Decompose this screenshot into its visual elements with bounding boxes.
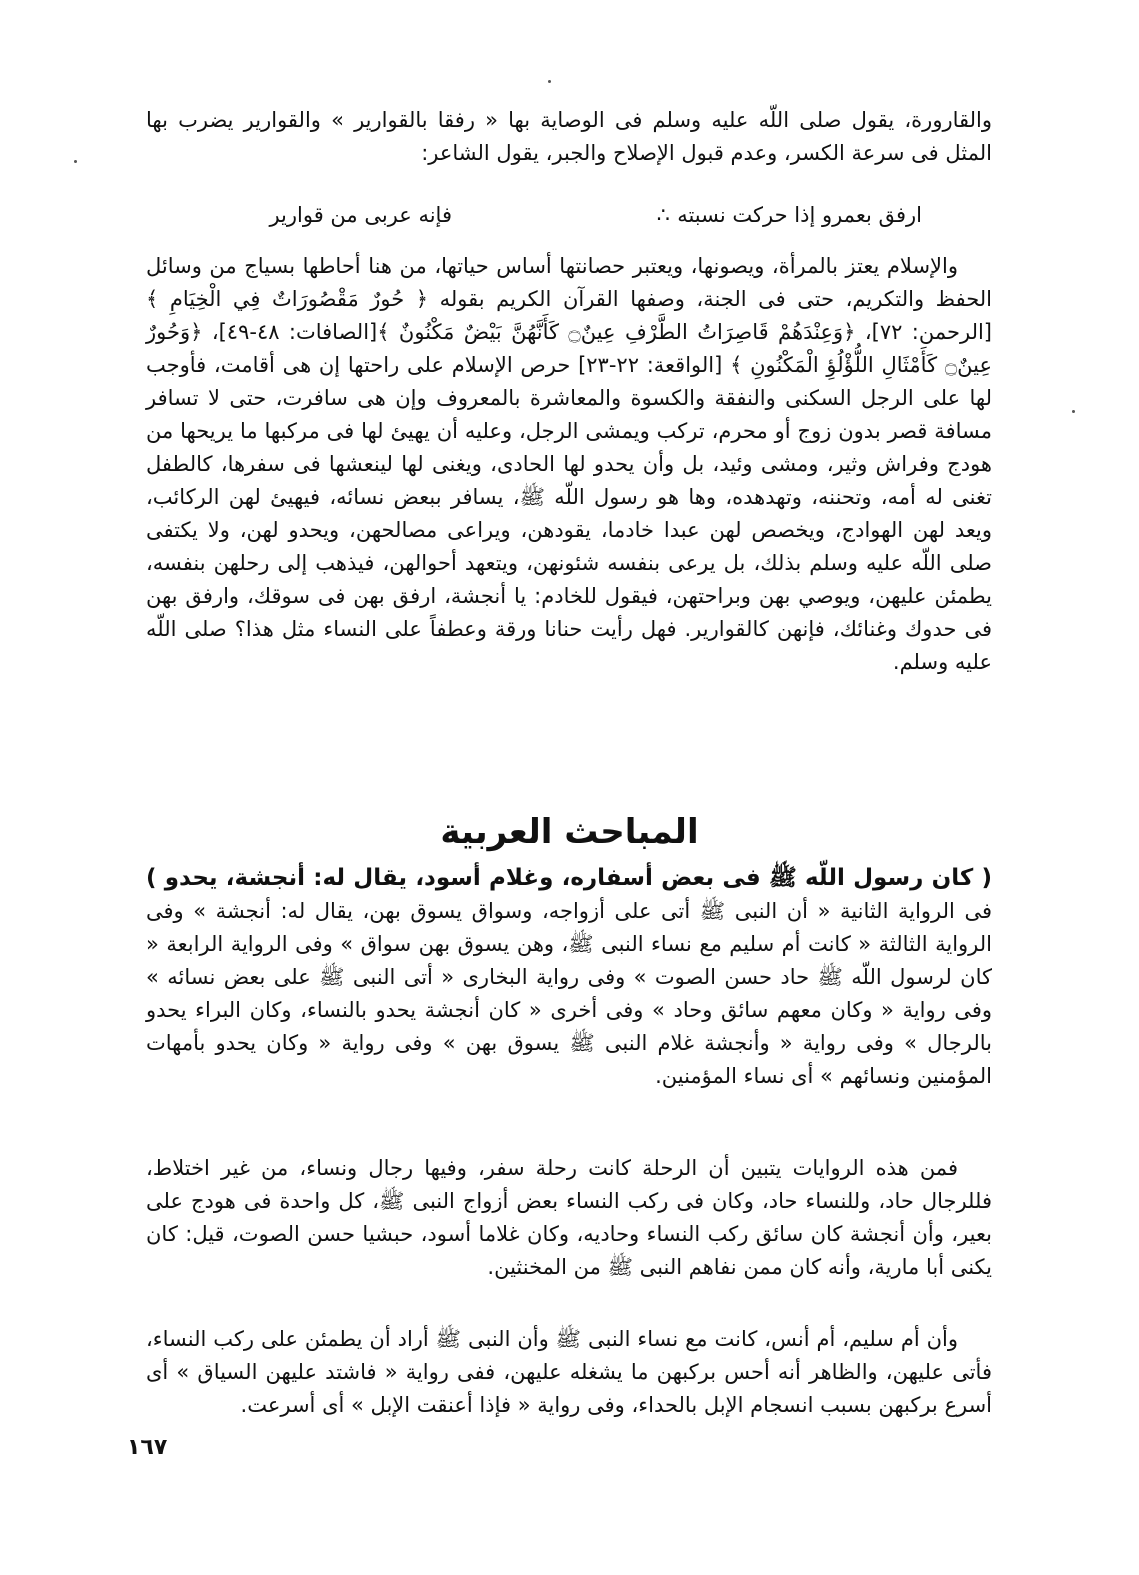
page-number: ١٦٧ (127, 1435, 168, 1460)
poem-verse (146, 198, 992, 232)
islam-paragraph: والإسلام يعتز بالمرأة، ويصونها، ويعتبر حصانتها أساس حياتها، من هنا أحاطها بسياج من وسائل الحفظ والتكريم، حتى فى الجنة، وصفها القرآن الكريم بقوله ﴿ حُورٌ مَقْصُورَاتٌ فِي الْخِيَامِ ﴾ [الرحمن: ٧٢]، ﴿وَعِنْدَهُمْ قَاصِرَاتُ الطَّرْفِ عِينٌ۝ كَأَنَّهُنَّ بَيْضٌ مَكْنُونٌ ﴾[الصافات: ٤٨-٤٩]، ﴿وَحُورٌ عِينٌ۝ كَأَمْثَالِ اللُّؤْلُؤِ الْمَكْنُونِ ﴾ [الواقعة: ٢٢-٢٣] حرص الإسلام على راحتها إن هى أقامت، فأوجب لها على الرجل السكنى والنفقة والكسوة والمعاشرة بالمعروف وإن هى سافرت، حتى لا تسافر مسافة قصر بدون زوج أو محرم، تركب ويمشى الرجل، وعليه أن يهيئ لها فى مركبها ما يريحها من هودج وفراش وثير، ومشى وئيد، بل وأن يحدو لها الحادى، ويغنى لها لينعشها فى سفرها، كالطفل تغنى له أمه، وتحننه، وتهدهده، وها هو رسول اللّه ﷺ، يسافر ببعض نسائه، فيهيئ لهن الركائب، ويعد لهن الهوادج، ويخصص لهن عبدا خادما، يقودهن، ويراعى مصالحهن، ويحدو لهن، ولا يكتفى صلى اللّه عليه وسلم بذلك، بل يرعى بنفسه شئونهن، ويتعهد أحوالهن، فيذهب إلى رحلهن بنفسه، يطمئن عليهن، ويوصي بهن وبراحتهن، فيقول للخادم: يا أنجشة، ارفق بهن فى سوقك، وارفق بهن فى حدوك وغنائك، فإنهن كالقوارير. فهل رأيت حنانا ورقة وعطفاً على النساء مثل هذا؟ صلى اللّه عليه وسلم. (146, 254, 992, 674)
umm-sulaym-paragraph: وأن أم سليم، أم أنس، كانت مع نساء النبى ﷺ وأن النبى ﷺ أراد أن يطمئن على ركب النساء، فأتى عليهن، والظاهر أنه أحس بركبهن ما يشغله عليهن، ففى رواية « فاشتد عليهن السياق » أى أسرع بركبهن بسبب انسجام الإبل بالحداء، وفى رواية « فإذا أعنقت الإبل » أى أسرعت. (146, 1327, 992, 1417)
journey-paragraph-block (146, 1152, 992, 1284)
hadith-lead: ( كان رسول اللّه ﷺ فى بعض أسفاره، وغلام أسود، يقال له: أنجشة، يحدو ) (146, 865, 992, 891)
journey-paragraph: فمن هذه الروايات يتبين أن الرحلة كانت رحلة سفر، وفيها رجال ونساء، من غير اختلاط، فللرجال حاد، وللنساء حاد، وكان فى ركب النساء بعض أزواج النبى ﷺ، كل واحدة فى هودج على بعير، وأن أنجشة كان سائق ركب النساء وحاديه، وكان غلاما أسود، حبشيا حسن الصوت، قيل: كان يكنى أبا مارية، وأنه كان ممن نفاهم النبى ﷺ من المخنثين. (146, 1156, 992, 1279)
scan-speck (1072, 410, 1075, 413)
narrations-paragraph (146, 862, 992, 1093)
poem-second-hemistich: فإنه عربى من قوارير (269, 203, 452, 227)
narrations-paragraph-block (146, 862, 992, 1093)
intro-paragraph: والقارورة، يقول صلى اللّه عليه وسلم فى الوصاية بها « رفقا بالقوارير » والقوارير يضرب بها المثل فى سرعة الكسر، وعدم قبول الإصلاح والجبر، يقول الشاعر: (146, 108, 992, 165)
poem-separator: ∴ (656, 203, 670, 227)
scan-speck (548, 80, 551, 83)
umm-sulaym-paragraph-block (146, 1323, 992, 1422)
intro-paragraph-block (146, 104, 992, 170)
islam-paragraph-block (146, 250, 992, 679)
narrations-text: فى الرواية الثانية « أن النبى ﷺ أتى على أزواجه، وسواق يسوق بهن، يقال له: أنجشة » وفى الرواية الثالثة « كانت أم سليم مع نساء النبى ﷺ، وهن يسوق بهن سواق » وفى الرواية الرابعة « كان لرسول اللّه ﷺ حاد حسن الصوت » وفى رواية البخارى « أتى النبى ﷺ على بعض نسائه » وفى رواية « وكان معهم سائق وحاد » وفى أخرى « كان أنجشة يحدو بالنساء، وكان البراء يحدو بالرجال » وفى رواية « وأنجشة غلام النبى ﷺ يسوق بهن » وفى رواية « وكان يحدو بأمهات المؤمنين ونسائهم » أى نساء المؤمنين. (146, 899, 992, 1088)
scan-speck (74, 160, 77, 163)
section-heading: المباحث العربية (440, 812, 699, 853)
poem-first-hemistich: ارفق بعمرو إذا حركت نسبته (677, 203, 922, 227)
